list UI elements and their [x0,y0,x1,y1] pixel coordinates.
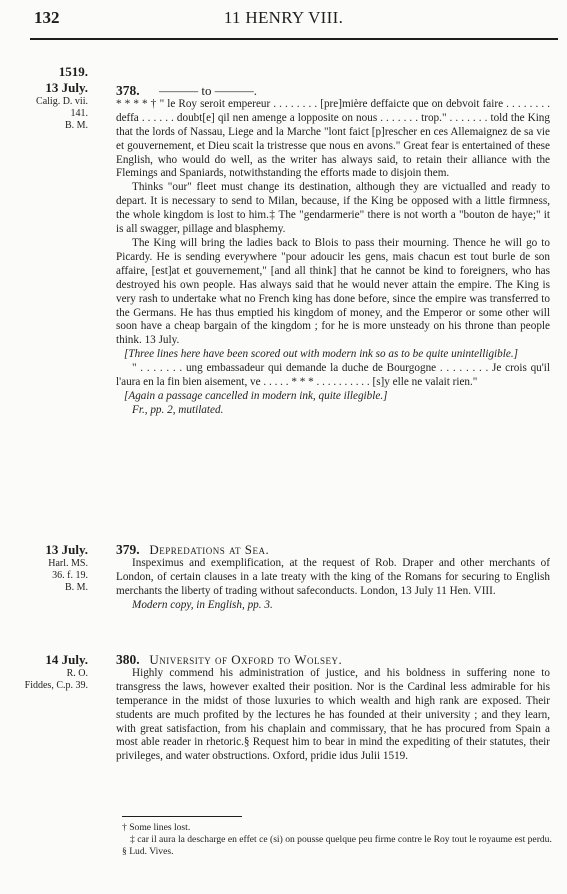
entry-380-para: Highly commend his administration of justice, and his boldness in suffering none to transgress the laws, however exalted their position. Nor is the Cardinal less admirable for his temperance in the midst of those luxuries to which wealth and high rank are exposed. Their students are much profited by the lectures he has founded at their university ; and they learn, with great satisfaction, from his chaplain and commissary, that he has procured from Spain a most able reader in rhetoric.§ Request him to bear in mind the expediting of their statutes, their privileges, and water obstructions. Oxford, pridie idus Julii 1519. [116,666,550,763]
entry-379-ref: B. M. [64,582,88,593]
entry-title: ——— to ———. [159,83,257,98]
footnote: ‡ car il aura la descharge en effet ce (si) on pousse quelque peu firme contre le Roy tout le royaume est perdu. [130,834,552,845]
entry-number: 379. [116,542,140,557]
entry-title: Depredations at Sea. [149,542,270,557]
entry-380-ref: Fiddes, C.p. 39. [24,680,88,691]
entry-378-para: The King will bring the ladies back to Blois to pass their mourning. Thence he will go to Picardy. He is sending everywhere "pour adoucir les gens, mais chacun est tout burle de son affaire, [est]at et gouvernement," [and all think] that he cannot be kind to foreigners, who has destroyed his own people. Has always said that he would never attain the empire. The King is very rash to undertake what no French king has done before, since the empire was transferred to the Germans. He has thus emptied his kingdom of money, and the Emperor or some other will soon have a cheap bargain of the kingdom ; for he is more unsteady on his throne than people think. 13 July. [116,236,550,347]
running-head: 11 HENRY VIII. [223,8,344,27]
footnote: † Some lines lost. [122,822,191,833]
source-note: Modern copy, in English, pp. 3. [132,598,273,611]
quoted-passage: " . . . . . . . ung embassadeur qui demande la duche de Bourgogne . . . . . . . . Je crois qu'il l'aura en la fin bien aisement, ve . . . . . * * * . . . . . . . . . . [s]y elle ne valait rien." [116,362,550,389]
entry-number: 380. [116,652,140,667]
entry-379-para: Inspeximus and exemplification, at the request of Rob. Draper and other merchants of London, of certain clauses in a late treaty with the king of the Romans for securing to English merchants the liberty of trading without safeconducts. London, 13 July 11 Hen. VIII. [116,556,550,597]
entry-378-margin [6,64,88,132]
entry-380-margin [6,652,88,692]
footnote-rule [122,816,242,817]
entry-379-ref: 36. f. 19. [52,570,88,581]
footnotes [122,822,552,858]
footnote: § Lud. Vives. [122,846,174,857]
entry-380-ref: R. O. [66,668,88,679]
source-note: Fr., pp. 2, mutilated. [132,403,224,416]
entry-379-body [116,543,550,613]
entry-378-ref: B. M. [64,120,88,131]
entry-378-body [116,84,550,418]
entry-378-heading [116,84,550,98]
header-rule [30,38,558,40]
entry-378-year: 1519. [58,64,88,79]
entry-380-date: 14 July. [45,652,88,667]
page-number: 132 [34,8,60,27]
entry-379-ref: Harl. MS. [48,558,88,569]
entry-378-para: * * * * † " le Roy seroit empereur . . . . . . . . [pre]mière deffaicte que on debvoit faire . . . . . . . . deffa . . . . . . doubt[e] qil nen amenge a lopposite on nous . . . . . . . trop." . . . . . . . told the King that the lords of Nassau, Liege and la Marche "lont faict [p]rescher en ces Allemaignez de sa vie et gouvernement, et Dieu scait la tristresse que nous en avons." Great fear is entertained of these English, who would do well, as the writer has always said, to retain their alliance with the Flemings and Spaniards, notwithstanding the efforts made to disjoin them. [116,97,550,180]
entry-379-heading [116,543,550,557]
entry-title: University of Oxford to Wolsey. [149,652,343,667]
entry-number: 378. [116,83,140,98]
entry-378-para: Thinks "our" fleet must change its destination, although they are victualled and ready to depart. It is necessary to send to Milan, because, if the King be opposed with a little firmness, the whole kingdom is lost to him.‡ The "gendarmerie" there is not worth a "bouton de haye;" it is all swagger, pillage and blasphemy. [116,181,550,236]
entry-380-heading [116,653,550,667]
editorial-note: [Three lines here have been scored out with modern ink so as to be quite unintelligible.] [124,348,518,361]
entry-379-margin [6,542,88,594]
entry-378-ref: 141. [70,108,88,119]
entry-378-date: 13 July. [45,80,88,95]
entry-379-date: 13 July. [45,542,88,557]
entry-380-body [116,653,550,764]
entry-378-ref: Calig. D. vii. [36,96,88,107]
editorial-note: [Again a passage cancelled in modern ink, quite illegible.] [124,389,388,402]
